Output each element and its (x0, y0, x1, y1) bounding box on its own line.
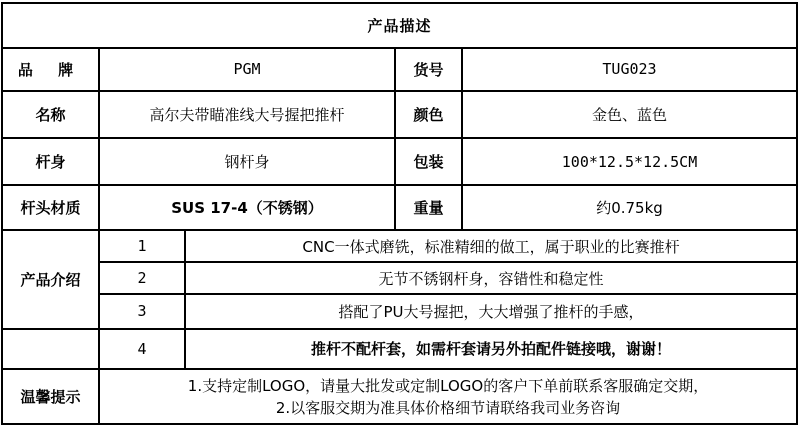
intro-label: 产品介绍 (2, 230, 99, 329)
shaft-value: 钢杆身 (99, 138, 395, 185)
name-value: 高尔夫带瞄准线大号握把推杆 (99, 91, 395, 138)
color-label: 颜色 (395, 91, 462, 138)
package-label: 包装 (395, 138, 462, 185)
intro-item-text: 推杆不配杆套，如需杆套请另外拍配件链接哦，谢谢！ (185, 329, 797, 370)
intro-item-num: 2 (99, 262, 185, 294)
head-material-value: SUS 17-4（不锈钢） (99, 185, 395, 230)
intro-item-num: 1 (99, 230, 185, 262)
notice-text (99, 369, 797, 424)
color-value: 金色、蓝色 (462, 91, 797, 138)
table-title: 产品描述 (2, 3, 797, 48)
notice-label: 温馨提示 (2, 369, 99, 424)
name-label: 名称 (2, 91, 99, 138)
brand-value: PGM (99, 48, 395, 91)
intro-item-num: 4 (99, 329, 185, 370)
intro-item-text: 搭配了PU大号握把，大大增强了推杆的手感， (185, 294, 797, 328)
item-no-value: TUG023 (462, 48, 797, 91)
brand-label: 品 牌 (2, 48, 99, 91)
product-spec-table (1, 2, 798, 425)
shaft-label: 杆身 (2, 138, 99, 185)
intro-empty-cell (2, 329, 99, 370)
item-no-label: 货号 (395, 48, 462, 91)
intro-item-text: 无节不锈钢杆身，容错性和稳定性 (185, 262, 797, 294)
weight-label: 重量 (395, 185, 462, 230)
intro-item-num: 3 (99, 294, 185, 328)
intro-item-text: CNC一体式磨铣，标准精细的做工，属于职业的比赛推杆 (185, 230, 797, 262)
package-value: 100*12.5*12.5CM (462, 138, 797, 185)
weight-value: 约0.75kg (462, 185, 797, 230)
notice-line-2: 2.以客服交期为准具体价格细节请联络我司业务咨询 (275, 398, 621, 417)
head-material-label: 杆头材质 (2, 185, 99, 230)
notice-line-1: 1.支持定制LOGO，请量大批发或定制LOGO的客户下单前联系客服确定交期， (187, 376, 709, 395)
